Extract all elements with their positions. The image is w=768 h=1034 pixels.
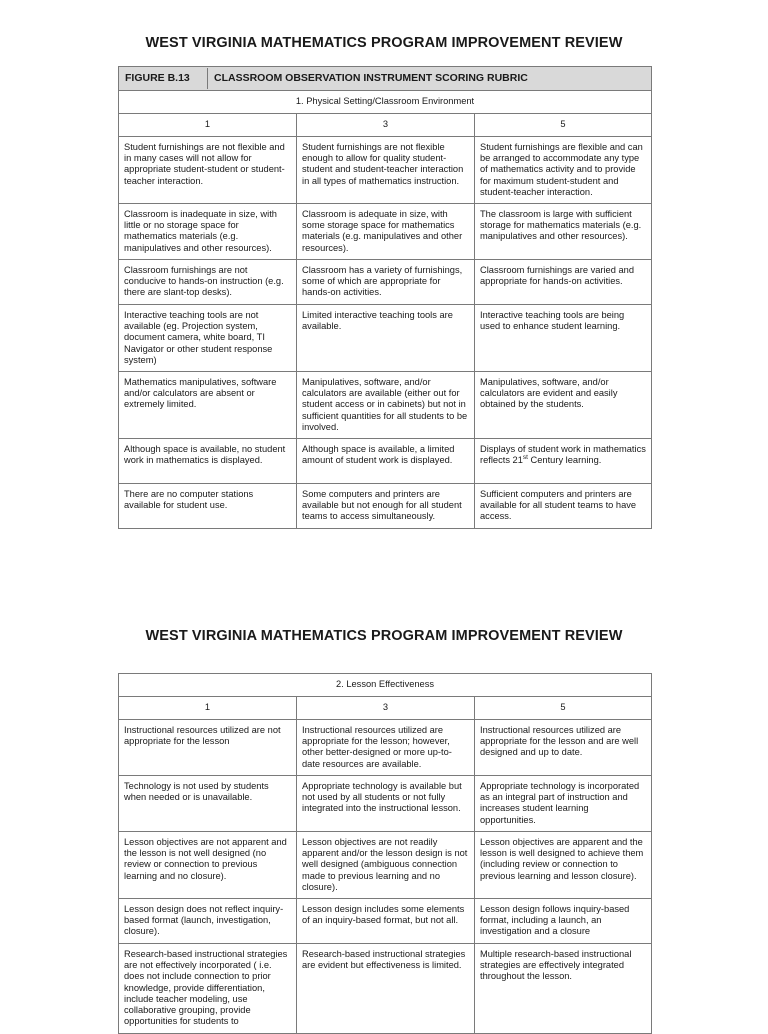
section-heading: 1. Physical Setting/Classroom Environment [119,91,652,114]
rubric-cell: Manipulatives, software, and/or calculators are evident and easily obtained by the students. [475,372,652,439]
rubric-cell: Technology is not used by students when needed or is unavailable. [119,776,297,832]
rubric-cell: Classroom furnishings are varied and appropriate for hands-on activities. [475,260,652,305]
rubric-cell: Classroom is inadequate in size, with little or no storage space for mathematics materials (e.g. manipulatives and other resources). [119,204,297,260]
rubric-cell-text: Displays of student work in mathematics reflects 21 [480,444,646,466]
rubric-row [119,944,652,1034]
rubric-cell: Some computers and printers are available but not enough for all student teams to access simultaneously. [297,484,475,529]
rubric-cell: Although space is available, no student work in mathematics is displayed. [119,439,297,484]
section-heading-row [119,674,652,697]
section-heading-row [119,91,652,114]
rubric-cell: There are no computer stations available for student use. [119,484,297,529]
rubric-row [119,305,652,372]
rubric-cell: Appropriate technology is incorporated as an integral part of instruction and increases student learning opportunities. [475,776,652,832]
rubric-cell: Classroom furnishings are not conducive to hands-on instruction (e.g. there are slant-top desks). [119,260,297,305]
rubric-cell: Instructional resources utilized are appropriate for the lesson; however, other better-designed or more up-to-date resources are available. [297,720,475,776]
rubric-cell: Lesson objectives are not apparent and the lesson is not well designed (no review or connection to previous learning and no closure). [119,832,297,899]
rubric-cell: Multiple research-based instructional strategies are effectively integrated throughout the lesson. [475,944,652,1034]
rubric-cell: Lesson objectives are not readily apparent and/or the lesson design is not well designed (ambiguous connection made to previous learning and no closure). [297,832,475,899]
rubric-cell: Student furnishings are not flexible and in many cases will not allow for appropriate student-student or student-teacher interaction. [119,137,297,204]
rubric-table-physical-setting [118,66,652,529]
rubric-cell: Mathematics manipulatives, software and/or calculators are absent or extremely limited. [119,372,297,439]
score-label: 1 [119,114,297,137]
rubric-row [119,720,652,776]
rubric-row [119,372,652,439]
rubric-row [119,484,652,529]
rubric-cell: Manipulatives, software, and/or calculators are available (either out for student access or in cabinets) but not in sufficient quantities for all students to be involved. [297,372,475,439]
rubric-row [119,899,652,944]
score-label: 5 [475,114,652,137]
rubric-row [119,260,652,305]
rubric-cell [475,439,652,484]
rubric-cell: Student furnishings are flexible and can be arranged to accommodate any type of mathematics activity and to provide for maximum student-student and student-teacher interaction. [475,137,652,204]
figure-header-row [119,67,652,91]
rubric-row [119,439,652,484]
score-label: 5 [475,697,652,720]
rubric-row [119,776,652,832]
rubric-row [119,137,652,204]
rubric-cell: Interactive teaching tools are being used to enhance student learning. [475,305,652,372]
score-label: 3 [297,697,475,720]
score-label: 3 [297,114,475,137]
score-header-row [119,697,652,720]
rubric-cell: Lesson design includes some elements of an inquiry-based format, but not all. [297,899,475,944]
rubric-cell: Classroom has a variety of furnishings, some of which are appropriate for hands-on activities. [297,260,475,305]
rubric-cell: Instructional resources utilized are not appropriate for the lesson [119,720,297,776]
rubric-cell: Classroom is adequate in size, with some storage space for mathematics materials (e.g. manipulatives and other resources). [297,204,475,260]
rubric-table-lesson-effectiveness [118,673,652,1034]
rubric-cell: Limited interactive teaching tools are available. [297,305,475,372]
rubric-cell: Research-based instructional strategies are not effectively incorporated ( i.e. does not include connection to prior knowledge, provide differentiation, include teacher modeling, use collaborative grouping, provide opportunities for students to [119,944,297,1034]
rubric-cell: Although space is available, a limited amount of student work is displayed. [297,439,475,484]
rubric-cell-text-tail: Century learning. [527,455,602,466]
rubric-cell: Interactive teaching tools are not available (eg. Projection system, document camera, white board, TI Navigator or other student response system) [119,305,297,372]
rubric-cell: Instructional resources utilized are appropriate for the lesson and are well designed and up to date. [475,720,652,776]
rubric-row [119,832,652,899]
section-heading: 2. Lesson Effectiveness [119,674,652,697]
ordinal-suffix: st [522,454,528,462]
figure-label: FIGURE B.13 [119,68,208,89]
rubric-cell: Research-based instructional strategies are evident but effectiveness is limited. [297,944,475,1034]
score-label: 1 [119,697,297,720]
page-title-bottom: WEST VIRGINIA MATHEMATICS PROGRAM IMPROVEMENT REVIEW [145,628,623,644]
score-header-row [119,114,652,137]
rubric-cell: Lesson design does not reflect inquiry-based format (launch, investigation, closure). [119,899,297,944]
rubric-cell: Appropriate technology is available but not used by all students or not fully integrated into the instructional lesson. [297,776,475,832]
figure-caption: CLASSROOM OBSERVATION INSTRUMENT SCORING RUBRIC [214,71,528,84]
rubric-cell: Lesson objectives are apparent and the lesson is well designed to achieve them (including review or connection to previous learning and lesson closure). [475,832,652,899]
rubric-row [119,204,652,260]
rubric-cell: Lesson design follows inquiry-based format, including a launch, an investigation and a closure [475,899,652,944]
rubric-cell: The classroom is large with sufficient storage for mathematics materials (e.g. manipulatives and other resources). [475,204,652,260]
rubric-cell: Student furnishings are not flexible enough to allow for quality student-student and student-teacher interaction in all types of mathematics instruction. [297,137,475,204]
page-title-top: WEST VIRGINIA MATHEMATICS PROGRAM IMPROVEMENT REVIEW [145,35,623,51]
rubric-cell: Sufficient computers and printers are available for all student teams to have access. [475,484,652,529]
